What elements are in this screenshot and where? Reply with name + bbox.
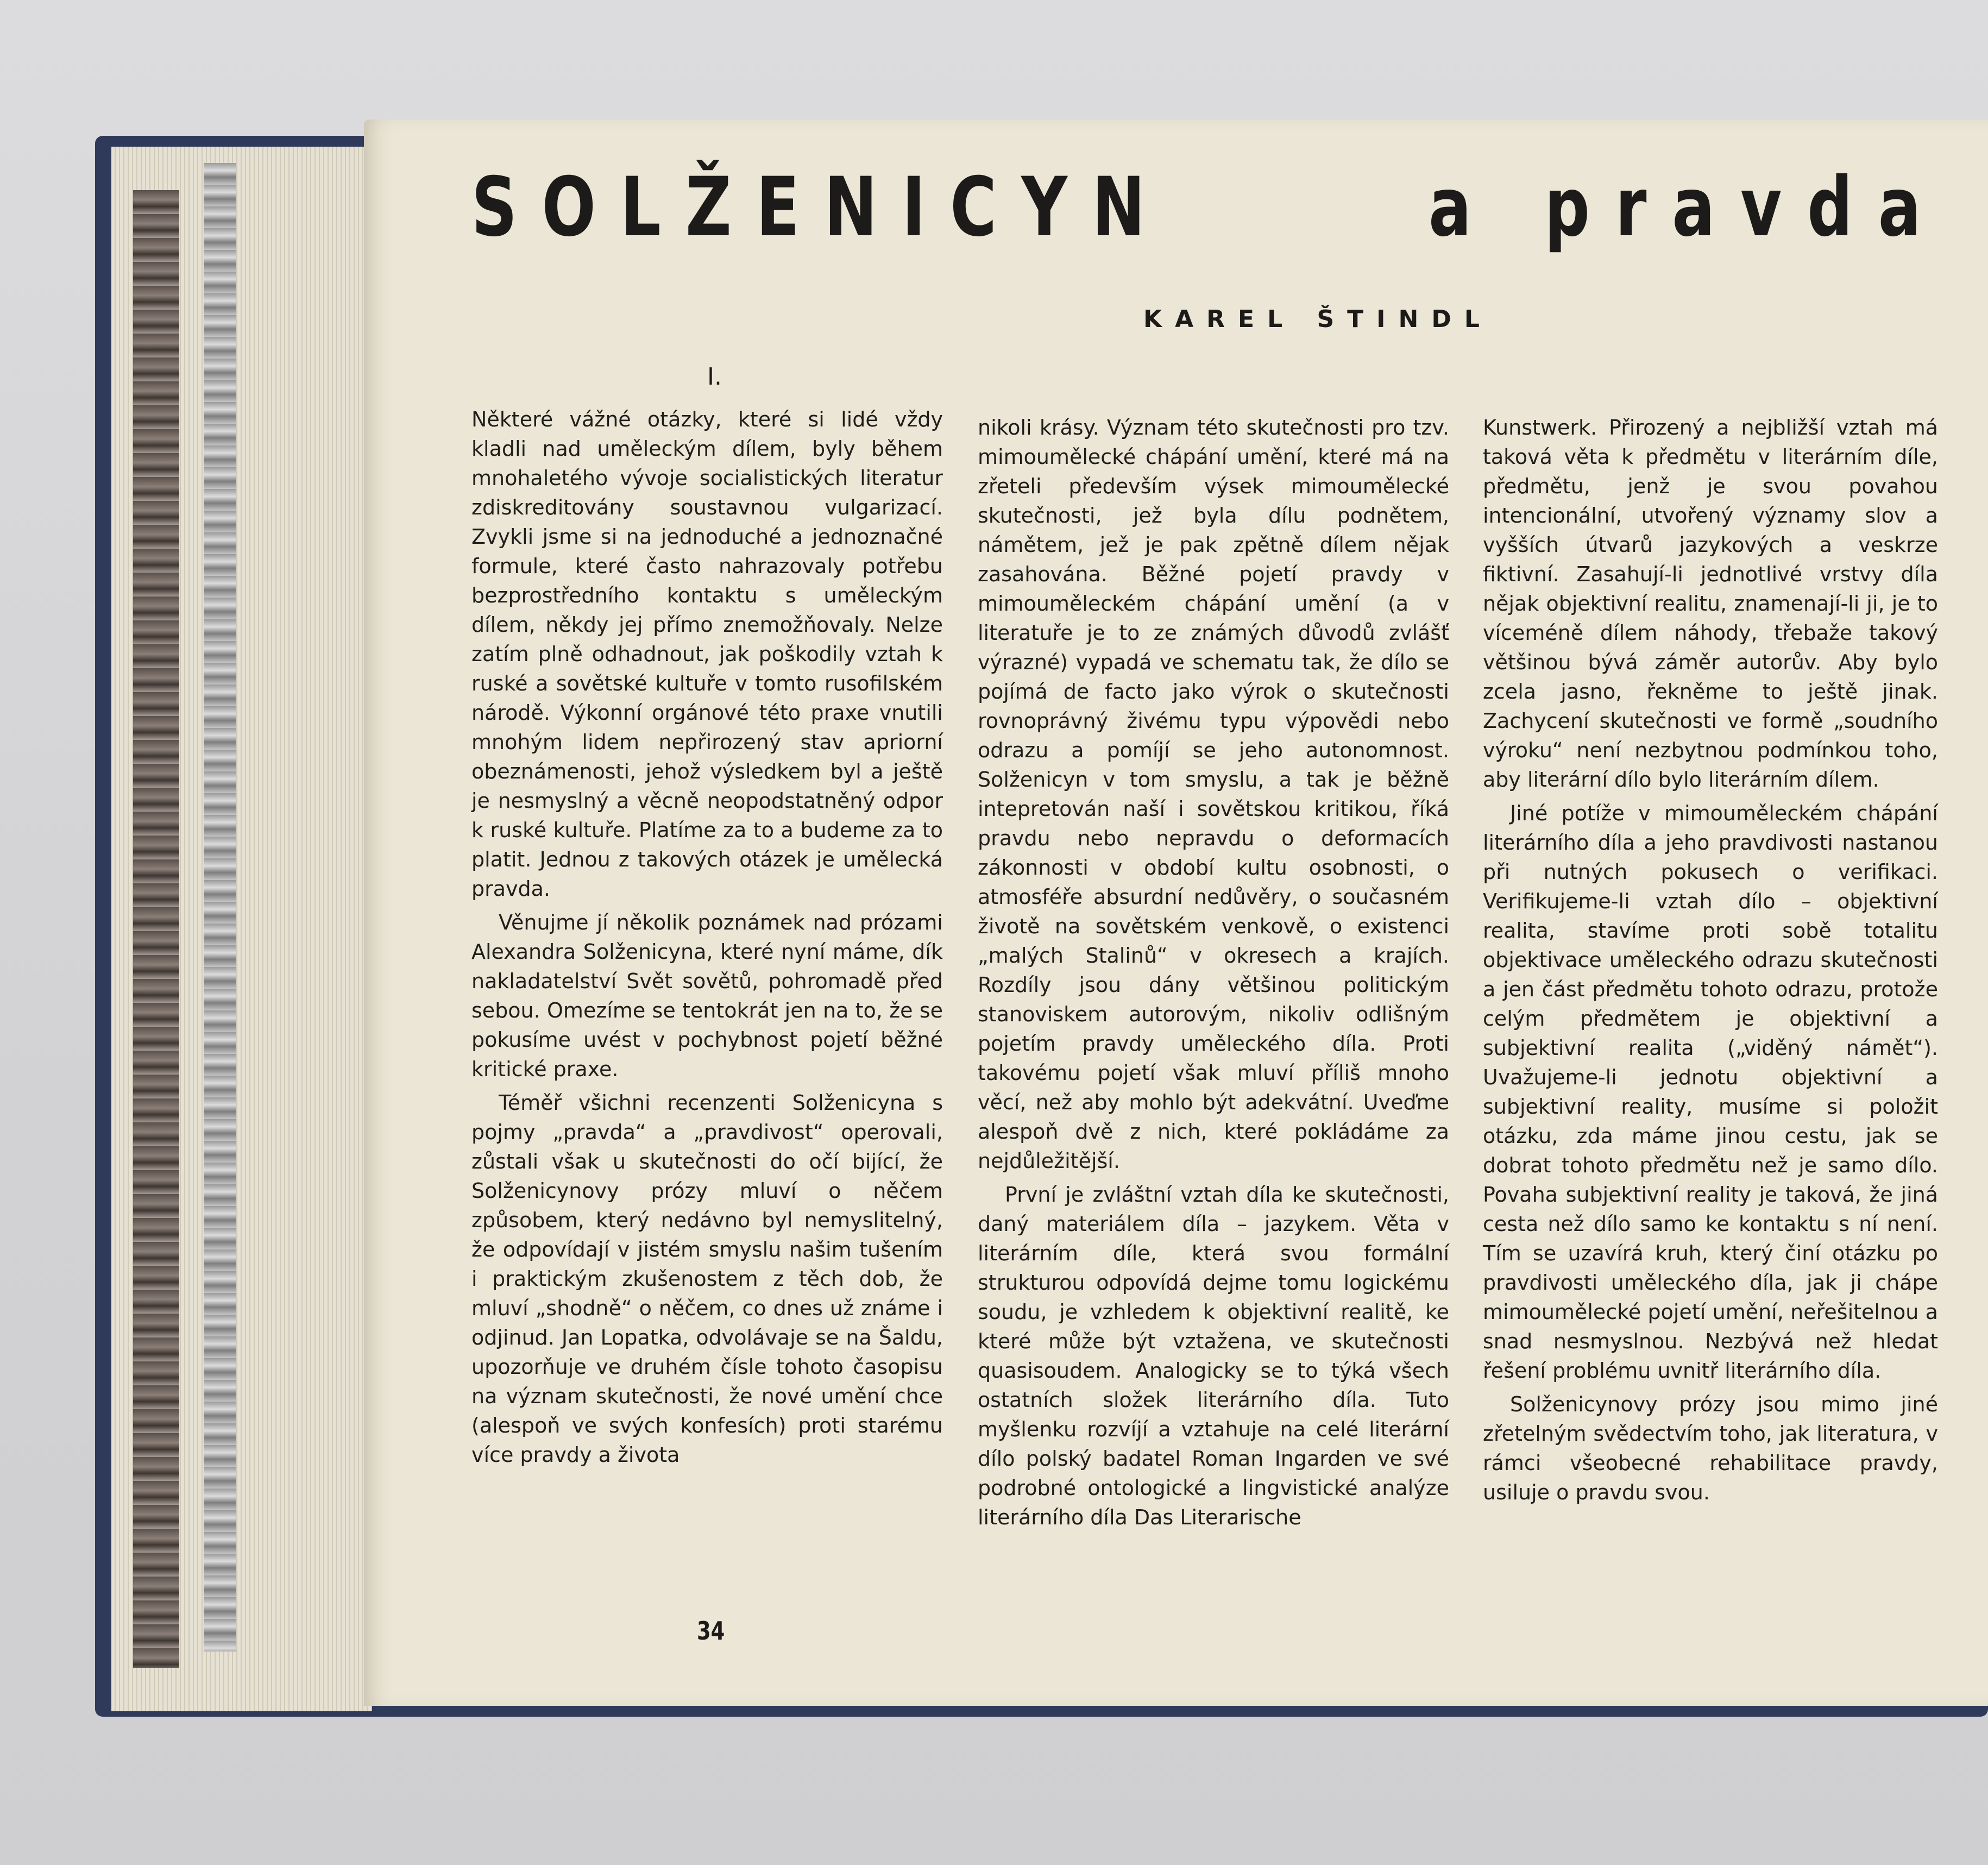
text-column-2 [978, 413, 1449, 1532]
paragraph: nikoli krásy. Význam této skutečnosti pro tzv. mimoumělecké chápání umění, které má na zřeteli především výsek mimoumělecké skutečnosti, jež byla dílu podnětem, námětem, jež je pak zpětně dílem nějak zasahována. Běžné pojetí pravdy v mimouměleckém chápání umění (a v literatuře je to ze známých důvodů zvlášť výrazné) vypadá ve schematu tak, že dílo se pojímá de facto jako výrok o skutečnosti rovnoprávný živému typu výpovědi nebo odrazu a pomíjí se jeho autonomnost. Solženicyn v tom smyslu, a tak je běžně intepretován naší i sovětskou kritikou, říká pravdu nebo nepravdu o deformacích zákonnosti v období kultu osobnosti, o atmosféře absurdní nedůvěry, o současném životě na sovětském venkově, o existenci „malých Stalinů“ v okresech a krajích. Rozdíly jsou dány většinou politickým stanoviskem autorovým, nikoliv odlišným pojetím pravdy uměleckého díla. Proti takovému pojetí však mluví příliš mnoho věcí, než aby mohlo být adekvátní. Uveďme alespoň dvě z nich, které pokládáme za nejdůležitější. [978, 416, 1449, 1173]
page-number: 34 [697, 1616, 725, 1646]
paragraph: Solženicynovy prózy jsou mimo jiné zřetelným svědectvím toho, jak literatura, v rámci všeobecné rehabilitace pravdy, usiluje o pravdu svou. [1483, 1392, 1938, 1504]
article-title-right: a pravda [1429, 160, 1947, 255]
article-title-left: SOLŽENICYN [471, 160, 1170, 255]
paragraph: Kunstwerk. Přirozený a nejbližší vztah má taková věta k předmětu v literárním díle, předmětu, jenž je svou povahou intencionální, utvořený významy slov a vyšších útvarů jazykových a veskrze fiktivní. Zasahují-li jednotlivé vrstvy díla nějak objektivní realitu, znamenají-li ji, je to víceméně dílem náhody, třebaže takový většinou bývá záměr autorův. Aby bylo zcela jasno, řekněme to ještě jinak. Zachycení skutečnosti ve formě „soudního výroku“ není nezbytnou podmínkou toho, aby literární dílo bylo literárním dílem. [1483, 416, 1938, 792]
text-column-3 [1483, 413, 1938, 1507]
paragraph: Jiné potíže v mimouměleckém chápání literárního díla a jeho pravdivosti nastanou při nutných pokusech o verifikaci. Verifikujeme-li vztah dílo – objektivní realita, stavíme proti sobě totalitu objektivace uměleckého odrazu skutečnosti a jen část předmětu tohoto odrazu, protože celým předmětem je objektivní a subjektivní realita („viděný námět“). Uvažujeme-li jednotu objektivní a subjektivní reality, musíme si položit otázku, zda máme jinou cestu, jak se dobrat tohoto předmětu než je samo dílo. Povaha subjektivní reality je taková, že jiná cesta než dílo samo ke kontaktu s ní není. Tím se uzavírá kruh, který činí otázku po pravdivosti uměleckého díla, jak ji chápe mimoumělecké pojetí umění, neřešitelnou a snad nesmyslnou. Nezbývá než hledat řešení problému uvnitř literárního díla. [1483, 801, 1938, 1383]
inserted-foil-strip [204, 163, 236, 1652]
paragraph: Některé vážné otázky, které si lidé vždy kladli nad uměleckým dílem, byly během mnohaletého vývoje socialistických literatur zdiskreditovány soustavnou vulgarizací. Zvykli jsme si na jednoduché a jednoznačné formule, které často nahrazovaly potřebu bezprostředního kontaktu s uměleckým dílem, někdy jej přímo znemožňovaly. Nelze zatím plně odhadnout, jak poškodily vztah k ruské a sovětské kultuře v tomto rusofilském národě. Výkonní orgánové této praxe vnutili mnohým lidem nepřirozený stav apriorní obeznámenosti, jehož výsledkem byl a ještě je nesmyslný a věcně neopodstatněný odpor k ruské kultuře. Platíme za to a budeme za to platit. Jednou z takových otázek je umělecká pravda. [471, 407, 943, 901]
inserted-photo-strip [133, 190, 179, 1668]
paragraph: Téměř všichni recenzenti Solženicyna s pojmy „pravda“ a „pravdivost“ operovali, zůstali však u skutečnosti do očí bijící, že Solženicynovy prózy mluví o něčem způsobem, který nedávno byl nemyslitelný, že odpovídají v jistém smyslu našim tušením i praktickým zkušenostem z těch dob, že mluví „shodně“ o něčem, co dnes už známe i odjinud. Jan Lopatka, odvolávaje se na Šaldu, upozorňuje ve druhém čísle tohoto časopisu na význam skutečnosti, že nové umění chce (alespoň ve svých konfesích) proti starému více pravdy a života [471, 1091, 943, 1467]
paragraph: První je zvláštní vztah díla ke skutečnosti, daný materiálem díla – jazykem. Věta v literárním díle, která svou formální strukturou odpovídá dejme tomu logickému soudu, je vzhledem k objektivní realitě, ke které může být vztažena, ve skutečnosti quasisoudem. Analogicky se to týká všech ostatních složek literárního díla. Tuto myšlenku rozvíjí a vztahuje na celé literární dílo polský badatel Roman Ingarden ve své podrobné ontologické a lingvistické analýze literárního díla Das Literarische [978, 1183, 1449, 1529]
section-number: I. [707, 363, 722, 391]
article-author: KAREL ŠTINDL [1143, 305, 1493, 333]
text-column-1 [471, 405, 943, 1470]
paragraph: Věnujme jí několik poznámek nad prózami Alexandra Solženicyna, které nyní máme, dík nakladatelství Svět sovětů, pohromadě před sebou. Omezíme se tentokrát jen na to, že se pokusíme uvést v pochybnost pojetí běžné kritické praxe. [471, 910, 943, 1081]
